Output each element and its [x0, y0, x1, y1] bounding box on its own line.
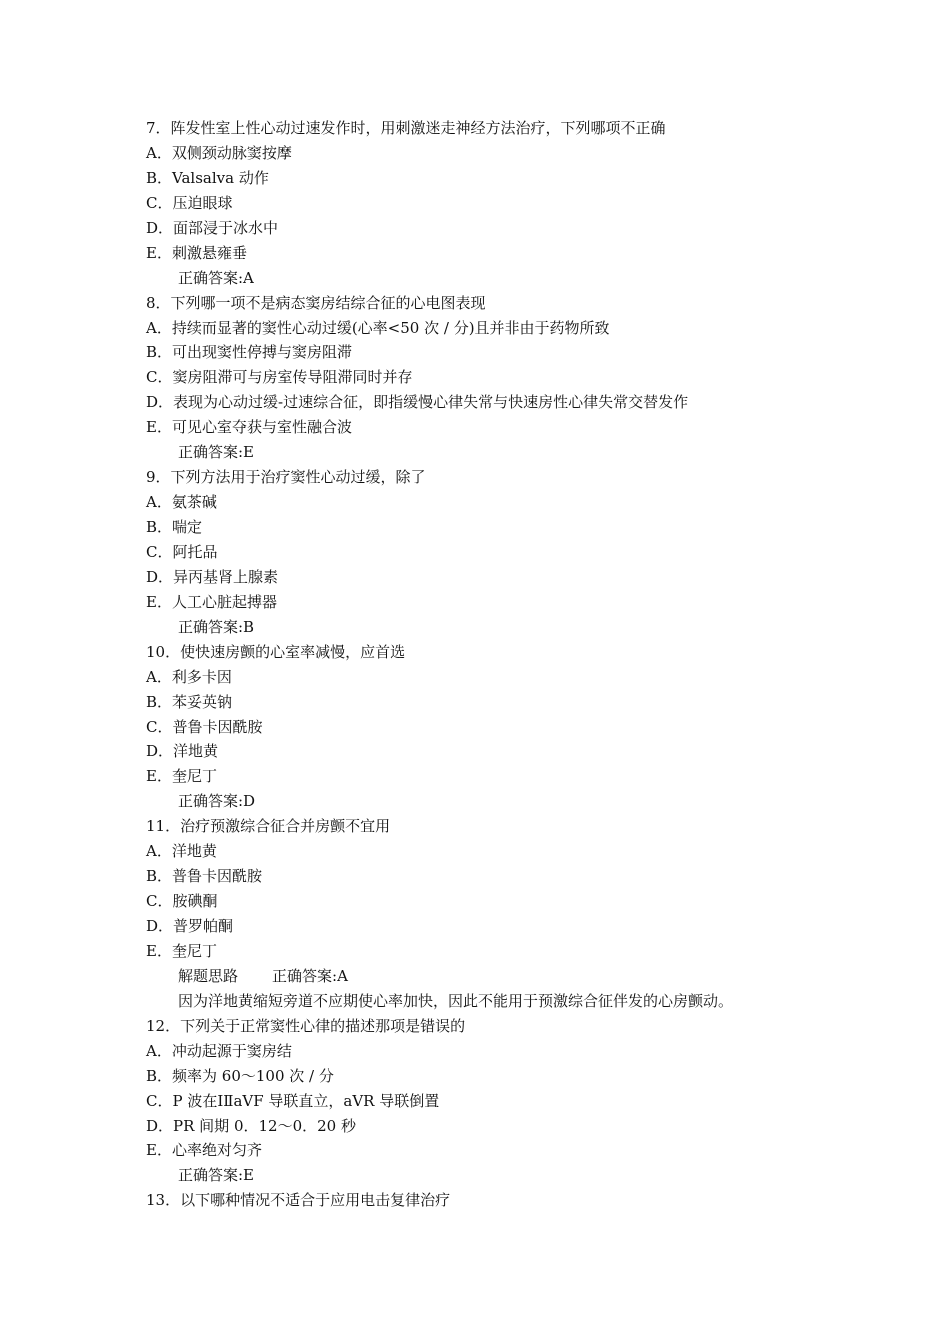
question-stem: 12．下列关于正常窦性心律的描述那项是错误的	[146, 1016, 466, 1035]
option-c: C．普鲁卡因酰胺	[146, 717, 263, 736]
option-c: C．阿托品	[146, 542, 218, 561]
option-c: C．胺碘酮	[146, 892, 218, 911]
analysis-label: 解题思路	[178, 966, 239, 985]
question-stem: 8．下列哪一项不是病态窦房结综合征的心电图表现	[146, 293, 486, 312]
option-e: E．刺激悬雍垂	[146, 243, 247, 262]
correct-answer: 正确答案:B	[178, 617, 255, 636]
option-e: E．人工心脏起搏器	[146, 592, 277, 611]
correct-answer: 正确答案:A	[178, 268, 254, 287]
option-c: C．窦房阻滞可与房室传导阻滞同时并存	[146, 368, 413, 387]
option-d: D．异丙基肾上腺素	[146, 567, 279, 586]
option-b: B．普鲁卡因酰胺	[146, 867, 263, 886]
option-d: D．普罗帕酮	[146, 917, 234, 935]
option-d: D．洋地黄	[146, 742, 219, 761]
option-a: A．氨茶碱	[146, 493, 217, 512]
analysis-answer-row	[146, 964, 846, 989]
option-b: B．频率为 60～100 次 / 分	[146, 1066, 334, 1085]
option-b: B．Valsalva 动作	[146, 168, 269, 187]
option-e: E．可见心室夺获与室性融合波	[146, 418, 352, 437]
option-b: B．可出现窦性停搏与窦房阻滞	[146, 343, 353, 362]
question-stem: 9．下列方法用于治疗窦性心动过缓，除了	[146, 468, 426, 487]
option-a: A．利多卡因	[146, 667, 232, 686]
question-stem: 7．阵发性室上性心动过速发作时，用刺激迷走神经方法治疗，下列哪项不正确	[146, 119, 666, 137]
option-d: D．PR 间期 0．12～0．20 秒	[146, 1116, 356, 1135]
option-e: E．奎尼丁	[146, 767, 217, 786]
question-list	[146, 116, 846, 1213]
option-a: A．持续而显著的窦性心动过缓(心率<50 次 / 分)且并非由于药物所致	[146, 318, 610, 337]
option-a: A．冲动起源于窦房结	[146, 1041, 292, 1060]
option-b: B．苯妥英钠	[146, 692, 233, 711]
option-e: E．心率绝对匀齐	[146, 1141, 262, 1160]
correct-answer: 正确答案:A	[272, 966, 348, 985]
correct-answer: 正确答案:D	[178, 792, 256, 811]
option-c: C．P 波在ⅠⅡaVF 导联直立，aVR 导联倒置	[146, 1091, 440, 1110]
correct-answer: 正确答案:E	[178, 443, 255, 462]
question-stem: 13．以下哪种情况不适合于应用电击复律治疗	[146, 1191, 451, 1210]
explanation: 因为洋地黄缩短旁道不应期使心率加快，因此不能用于预激综合征伴发的心房颤动。	[178, 991, 734, 1010]
option-a: A．洋地黄	[146, 842, 217, 861]
question-stem: 11．治疗预激综合征合并房颤不宜用	[146, 817, 391, 836]
option-d: D．面部浸于冰水中	[146, 218, 279, 237]
correct-answer: 正确答案:E	[178, 1166, 255, 1185]
option-b: B．喘定	[146, 518, 203, 536]
option-c: C．压迫眼球	[146, 193, 233, 212]
question-stem: 10．使快速房颤的心室率减慢，应首选	[146, 642, 406, 661]
option-e: E．奎尼丁	[146, 941, 217, 960]
option-d: D．表现为心动过缓-过速综合征，即指缓慢心律失常与快速房性心律失常交替发作	[146, 393, 689, 412]
option-a: A．双侧颈动脉窦按摩	[146, 143, 292, 162]
